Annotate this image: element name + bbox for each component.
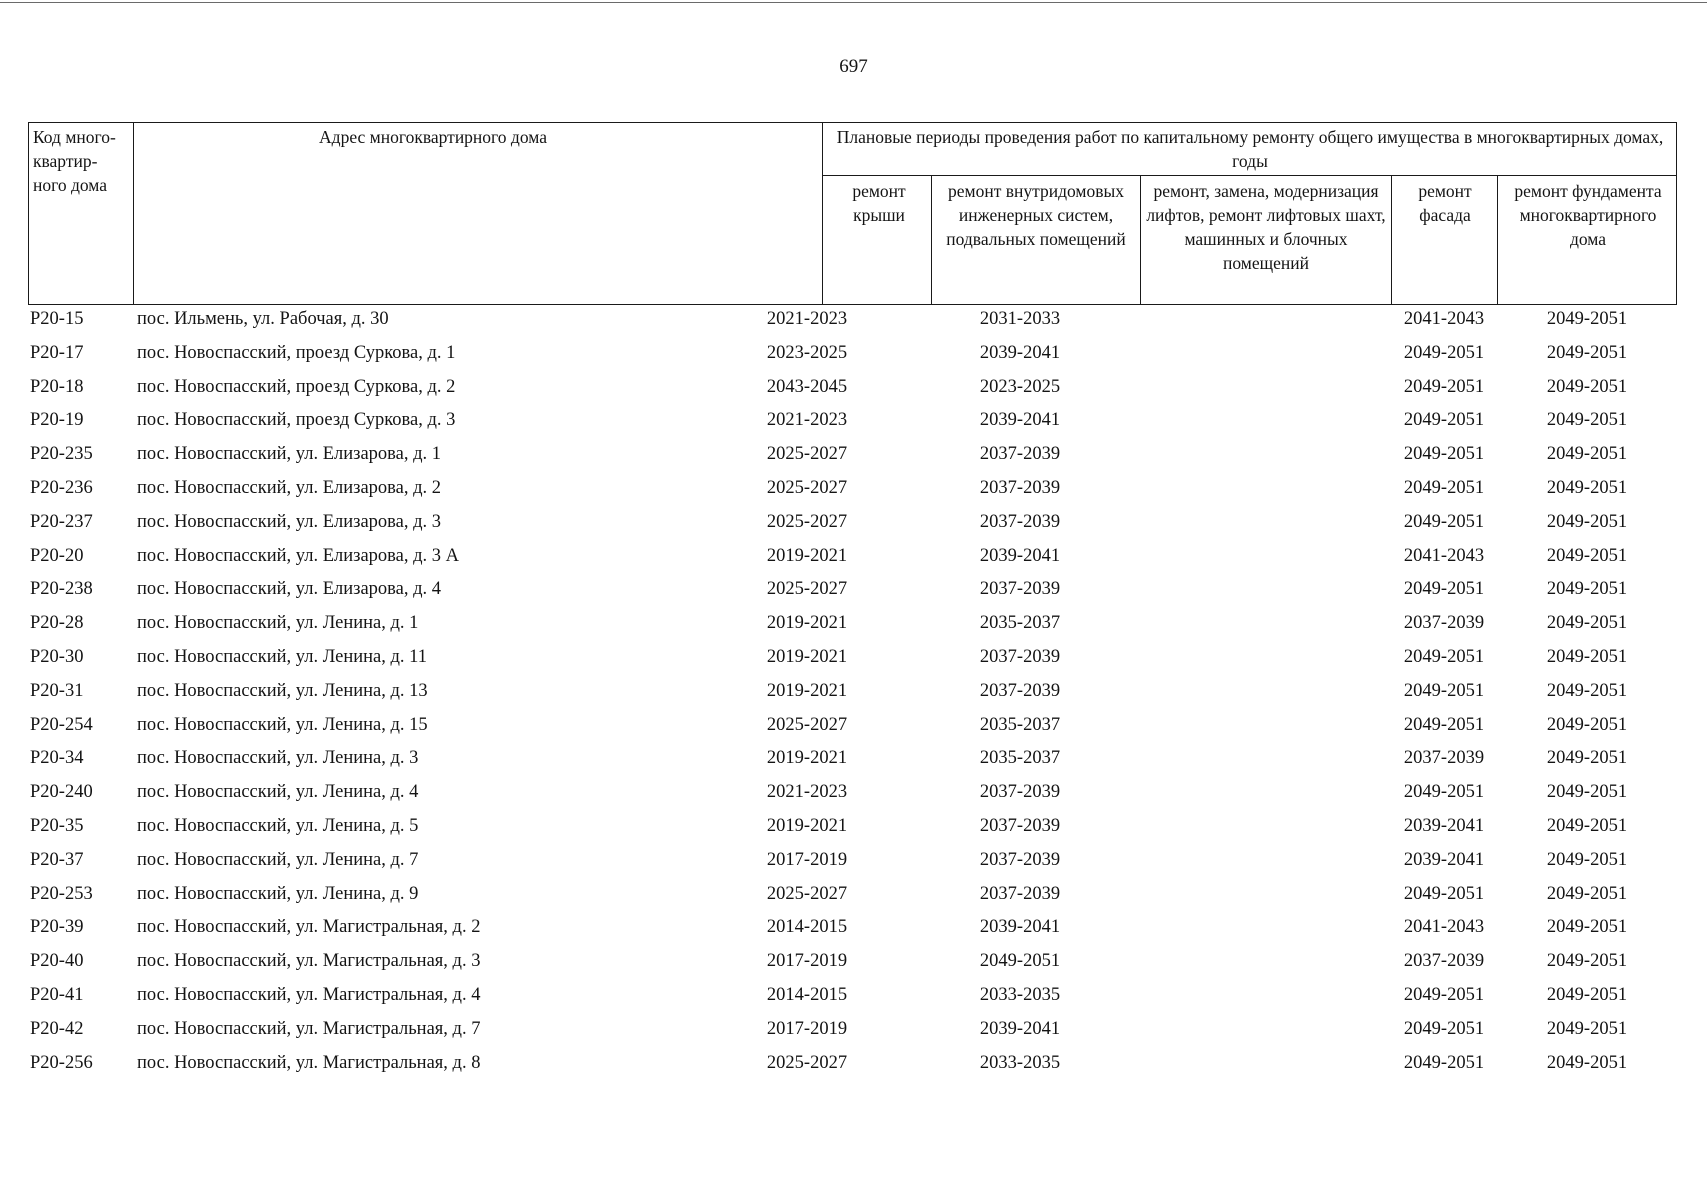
row-facade-period: 2039-2041 [1403, 849, 1485, 870]
row-foundation-period: 2049-2051 [1546, 714, 1628, 735]
table-row [28, 441, 1677, 475]
row-address: пос. Новоспасский, ул. Магистральная, д. 7 [137, 1018, 481, 1039]
row-code: Р20-17 [30, 342, 84, 363]
row-roof-period: 2025-2027 [766, 511, 848, 532]
row-address: пос. Новоспасский, ул. Ленина, д. 4 [137, 782, 419, 803]
row-systems-period: 2035-2037 [979, 613, 1061, 634]
row-address: пос. Новоспасский, ул. Ленина, д. 3 [137, 748, 419, 769]
row-roof-period: 2019-2021 [766, 748, 848, 769]
row-roof-period: 2014-2015 [766, 984, 848, 1005]
row-systems-period: 2037-2039 [979, 883, 1061, 904]
row-foundation-period: 2049-2051 [1546, 748, 1628, 769]
row-roof-period: 2017-2019 [766, 1018, 848, 1039]
row-code: Р20-41 [30, 984, 84, 1005]
table-row [28, 745, 1677, 779]
row-facade-period: 2049-2051 [1403, 579, 1485, 600]
row-systems-period: 2039-2041 [979, 410, 1061, 431]
row-roof-period: 2017-2019 [766, 849, 848, 870]
header-col-lifts: ремонт, замена, модернизация лифтов, ремонт лифтовых шахт, машинных и блочных помещений [1146, 181, 1386, 273]
row-foundation-period: 2049-2051 [1546, 1052, 1628, 1073]
row-code: Р20-40 [30, 951, 84, 972]
row-roof-period: 2017-2019 [766, 951, 848, 972]
table-row [28, 881, 1677, 915]
row-facade-period: 2049-2051 [1403, 646, 1485, 667]
row-facade-period: 2049-2051 [1403, 782, 1485, 803]
header-divider-address [822, 123, 823, 304]
row-systems-period: 2037-2039 [979, 849, 1061, 870]
row-roof-period: 2019-2021 [766, 545, 848, 566]
row-address: пос. Новоспасский, ул. Ленина, д. 15 [137, 714, 428, 735]
row-facade-period: 2041-2043 [1403, 917, 1485, 938]
row-foundation-period: 2049-2051 [1546, 883, 1628, 904]
row-systems-period: 2049-2051 [979, 951, 1061, 972]
row-foundation-period: 2049-2051 [1546, 613, 1628, 634]
row-foundation-period: 2049-2051 [1546, 1018, 1628, 1039]
row-roof-period: 2043-2045 [766, 376, 848, 397]
row-facade-period: 2041-2043 [1403, 545, 1485, 566]
table-header [28, 122, 1677, 305]
scan-top-edge-line [0, 2, 1707, 3]
row-address: пос. Новоспасский, ул. Магистральная, д. 4 [137, 984, 481, 1005]
row-address: пос. Новоспасский, ул. Ленина, д. 11 [137, 646, 427, 667]
row-roof-period: 2025-2027 [766, 714, 848, 735]
row-foundation-period: 2049-2051 [1546, 545, 1628, 566]
row-foundation-period: 2049-2051 [1546, 680, 1628, 701]
page-number: 697 [839, 56, 868, 77]
row-code: Р20-39 [30, 917, 84, 938]
row-code: Р20-238 [30, 579, 93, 600]
row-code: Р20-256 [30, 1052, 93, 1073]
row-systems-period: 2037-2039 [979, 680, 1061, 701]
row-foundation-period: 2049-2051 [1546, 951, 1628, 972]
row-foundation-period: 2049-2051 [1546, 782, 1628, 803]
row-facade-period: 2037-2039 [1403, 613, 1485, 634]
row-code: Р20-15 [30, 309, 84, 329]
row-roof-period: 2025-2027 [766, 1052, 848, 1073]
row-code: Р20-42 [30, 1018, 84, 1039]
table-row [28, 678, 1677, 712]
row-facade-period: 2049-2051 [1403, 883, 1485, 904]
table-body [28, 306, 1677, 1083]
row-systems-period: 2037-2039 [979, 444, 1061, 465]
row-systems-period: 2023-2025 [979, 376, 1061, 397]
row-code: Р20-254 [30, 714, 93, 735]
table-row [28, 610, 1677, 644]
row-facade-period: 2049-2051 [1403, 376, 1485, 397]
row-address: пос. Новоспасский, проезд Суркова, д. 1 [137, 342, 456, 363]
row-facade-period: 2049-2051 [1403, 714, 1485, 735]
header-col-facade: ремонт фасада [1418, 181, 1472, 225]
row-address: пос. Новоспасский, ул. Елизарова, д. 1 [137, 444, 442, 465]
header-address-label: Адрес многоквартирного дома [319, 127, 547, 147]
header-divider-systems [1140, 176, 1141, 304]
table-row [28, 340, 1677, 374]
header-code-label: Код много-квартир-ного дома [33, 127, 116, 195]
row-systems-period: 2033-2035 [979, 984, 1061, 1005]
row-foundation-period: 2049-2051 [1546, 511, 1628, 532]
row-systems-period: 2035-2037 [979, 748, 1061, 769]
table-row [28, 847, 1677, 881]
row-roof-period: 2025-2027 [766, 883, 848, 904]
row-code: Р20-253 [30, 883, 93, 904]
table-row [28, 306, 1677, 340]
row-roof-period: 2021-2023 [766, 782, 848, 803]
header-divider-periods [822, 175, 1676, 176]
row-systems-period: 2037-2039 [979, 511, 1061, 532]
row-systems-period: 2033-2035 [979, 1052, 1061, 1073]
header-col-systems: ремонт внутридомовых инженерных систем, подвальных помещений [946, 181, 1126, 249]
row-address: пос. Новоспасский, ул. Магистральная, д. 2 [137, 917, 481, 938]
row-facade-period: 2049-2051 [1403, 1018, 1485, 1039]
row-foundation-period: 2049-2051 [1546, 646, 1628, 667]
table-row [28, 779, 1677, 813]
row-foundation-period: 2049-2051 [1546, 477, 1628, 498]
row-address: пос. Новоспасский, ул. Ленина, д. 13 [137, 680, 428, 701]
row-systems-period: 2039-2041 [979, 545, 1061, 566]
row-foundation-period: 2049-2051 [1546, 444, 1628, 465]
row-code: Р20-20 [30, 545, 84, 566]
row-roof-period: 2019-2021 [766, 646, 848, 667]
row-facade-period: 2049-2051 [1403, 680, 1485, 701]
table-row [28, 543, 1677, 577]
row-code: Р20-31 [30, 680, 84, 701]
row-roof-period: 2014-2015 [766, 917, 848, 938]
header-divider-lifts [1391, 176, 1392, 304]
row-facade-period: 2049-2051 [1403, 984, 1485, 1005]
table-row [28, 712, 1677, 746]
row-foundation-period: 2049-2051 [1546, 984, 1628, 1005]
row-roof-period: 2021-2023 [766, 410, 848, 431]
row-roof-period: 2019-2021 [766, 680, 848, 701]
row-roof-period: 2019-2021 [766, 613, 848, 634]
row-facade-period: 2049-2051 [1403, 342, 1485, 363]
row-code: Р20-19 [30, 410, 84, 431]
row-address: пос. Новоспасский, ул. Елизарова, д. 2 [137, 477, 442, 498]
row-code: Р20-35 [30, 815, 84, 836]
row-systems-period: 2037-2039 [979, 782, 1061, 803]
header-divider-roof [931, 176, 932, 304]
row-facade-period: 2037-2039 [1403, 748, 1485, 769]
row-address: пос. Ильмень, ул. Рабочая, д. 30 [137, 309, 389, 329]
row-address: пос. Новоспасский, проезд Суркова, д. 3 [137, 410, 456, 431]
row-roof-period: 2021-2023 [766, 309, 848, 329]
header-periods-label: Плановые периоды проведения работ по капитальному ремонту общего имущества в многоквартирных домах, годы [836, 127, 1664, 171]
row-code: Р20-237 [30, 511, 93, 532]
row-code: Р20-235 [30, 444, 93, 465]
row-foundation-period: 2049-2051 [1546, 410, 1628, 431]
header-col-roof: ремонт крыши [852, 181, 906, 225]
row-roof-period: 2025-2027 [766, 444, 848, 465]
row-systems-period: 2031-2033 [979, 309, 1061, 329]
row-roof-period: 2023-2025 [766, 342, 848, 363]
row-code: Р20-240 [30, 782, 93, 803]
row-facade-period: 2039-2041 [1403, 815, 1485, 836]
row-address: пос. Новоспасский, ул. Магистральная, д. 8 [137, 1052, 481, 1073]
row-systems-period: 2039-2041 [979, 1018, 1061, 1039]
row-address: пос. Новоспасский, ул. Магистральная, д. 3 [137, 951, 481, 972]
table-row [28, 475, 1677, 509]
row-address: пос. Новоспасский, ул. Елизарова, д. 4 [137, 579, 442, 600]
row-systems-period: 2039-2041 [979, 917, 1061, 938]
header-col-foundation: ремонт фундамента многоквартирного дома [1514, 181, 1662, 249]
row-roof-period: 2025-2027 [766, 579, 848, 600]
table-row [28, 576, 1677, 610]
row-address: пос. Новоспасский, ул. Ленина, д. 5 [137, 815, 419, 836]
table-row [28, 374, 1677, 408]
table-row [28, 1016, 1677, 1050]
row-code: Р20-18 [30, 376, 84, 397]
row-systems-period: 2037-2039 [979, 579, 1061, 600]
row-facade-period: 2049-2051 [1403, 477, 1485, 498]
row-foundation-period: 2049-2051 [1546, 376, 1628, 397]
row-address: пос. Новоспасский, ул. Ленина, д. 1 [137, 613, 419, 634]
row-address: пос. Новоспасский, ул. Ленина, д. 9 [137, 883, 419, 904]
table-row [28, 1050, 1677, 1084]
row-address: пос. Новоспасский, ул. Елизарова, д. 3 [137, 511, 442, 532]
row-code: Р20-37 [30, 849, 84, 870]
row-facade-period: 2049-2051 [1403, 511, 1485, 532]
row-foundation-period: 2049-2051 [1546, 309, 1628, 329]
table-row [28, 509, 1677, 543]
table-row [28, 948, 1677, 982]
table-row [28, 982, 1677, 1016]
row-foundation-period: 2049-2051 [1546, 579, 1628, 600]
row-code: Р20-236 [30, 477, 93, 498]
row-facade-period: 2037-2039 [1403, 951, 1485, 972]
row-facade-period: 2049-2051 [1403, 410, 1485, 431]
row-systems-period: 2037-2039 [979, 815, 1061, 836]
row-code: Р20-30 [30, 646, 84, 667]
row-systems-period: 2035-2037 [979, 714, 1061, 735]
table-row [28, 914, 1677, 948]
row-address: пос. Новоспасский, ул. Елизарова, д. 3 А [137, 545, 460, 566]
row-facade-period: 2049-2051 [1403, 1052, 1485, 1073]
row-foundation-period: 2049-2051 [1546, 342, 1628, 363]
row-facade-period: 2041-2043 [1403, 309, 1485, 329]
header-divider-code [133, 123, 134, 304]
row-systems-period: 2039-2041 [979, 342, 1061, 363]
row-systems-period: 2037-2039 [979, 646, 1061, 667]
table-row [28, 644, 1677, 678]
row-roof-period: 2025-2027 [766, 477, 848, 498]
row-foundation-period: 2049-2051 [1546, 815, 1628, 836]
row-address: пос. Новоспасский, проезд Суркова, д. 2 [137, 376, 456, 397]
row-foundation-period: 2049-2051 [1546, 917, 1628, 938]
row-systems-period: 2037-2039 [979, 477, 1061, 498]
table-row [28, 813, 1677, 847]
row-code: Р20-34 [30, 748, 84, 769]
row-code: Р20-28 [30, 613, 84, 634]
header-divider-facade [1497, 176, 1498, 304]
row-foundation-period: 2049-2051 [1546, 849, 1628, 870]
table-row [28, 407, 1677, 441]
row-facade-period: 2049-2051 [1403, 444, 1485, 465]
row-roof-period: 2019-2021 [766, 815, 848, 836]
row-address: пос. Новоспасский, ул. Ленина, д. 7 [137, 849, 419, 870]
